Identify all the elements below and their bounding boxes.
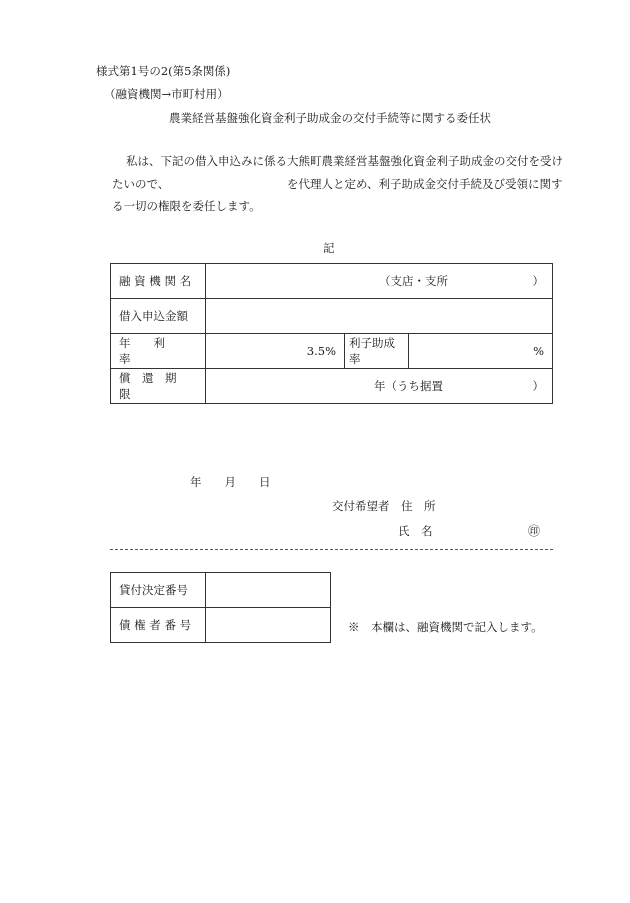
ki-heading: 記: [323, 241, 335, 255]
seal-mark: ㊞: [528, 524, 541, 538]
table-row: [111, 299, 553, 334]
applicant-address-label: 交付希望者 住 所: [332, 499, 436, 513]
financial-institution-label: 融 資 機 関 名: [111, 264, 206, 299]
office-use-note: ※ 本欄は、融資機関で記入します。: [348, 620, 543, 634]
body-line-2-start: たいので、: [112, 177, 170, 191]
creditor-number-field[interactable]: [206, 608, 331, 643]
loan-details-table: [110, 263, 553, 404]
repayment-period-label: 償 還 期 限: [111, 369, 206, 404]
interest-rate-value: 3.5%: [206, 334, 345, 369]
repayment-year-text: 年（うち据置: [374, 379, 443, 393]
loan-amount-field[interactable]: [206, 299, 553, 334]
repayment-close-text: ）: [532, 379, 544, 393]
financial-institution-field[interactable]: [206, 264, 553, 299]
form-number: 様式第1号の2(第5条関係): [96, 64, 231, 78]
branch-close-text: ）: [532, 274, 544, 288]
table-row: [111, 573, 331, 608]
loan-decision-number-label: 貸付決定番号: [111, 573, 206, 608]
repayment-period-field[interactable]: [206, 369, 553, 404]
branch-open-text: （支店・支所: [379, 274, 448, 288]
date-line: 年 月 日: [190, 475, 271, 489]
table-row: [111, 369, 553, 404]
loan-decision-number-field[interactable]: [206, 573, 331, 608]
table-row: [111, 264, 553, 299]
body-line-3: る一切の権限を委任します。: [112, 199, 261, 213]
applicant-name-label: 氏 名: [398, 524, 433, 538]
body-line-1: 私は、下記の借入申込みに係る大熊町農業経営基盤強化資金利子助成金の交付を受け: [126, 154, 563, 168]
form-subtitle: （融資機関→市町村用）: [104, 87, 229, 101]
table-row: [111, 608, 331, 643]
document-title: 農業経営基盤強化資金利子助成金の交付手続等に関する委任状: [169, 111, 491, 125]
body-line-2-end: を代理人と定め、利子助成金交付手続及び受領に関す: [287, 177, 563, 191]
subsidy-rate-label: 利子助成率: [345, 334, 409, 369]
office-use-table: [110, 572, 331, 643]
dashed-divider: [110, 549, 553, 550]
creditor-number-label: 債 権 者 番 号: [111, 608, 206, 643]
table-row: [111, 334, 553, 369]
subsidy-rate-field[interactable]: [409, 334, 553, 369]
loan-amount-label: 借入申込金額: [111, 299, 206, 334]
percent-sign: %: [533, 344, 544, 358]
interest-rate-label: 年 利 率: [111, 334, 206, 369]
